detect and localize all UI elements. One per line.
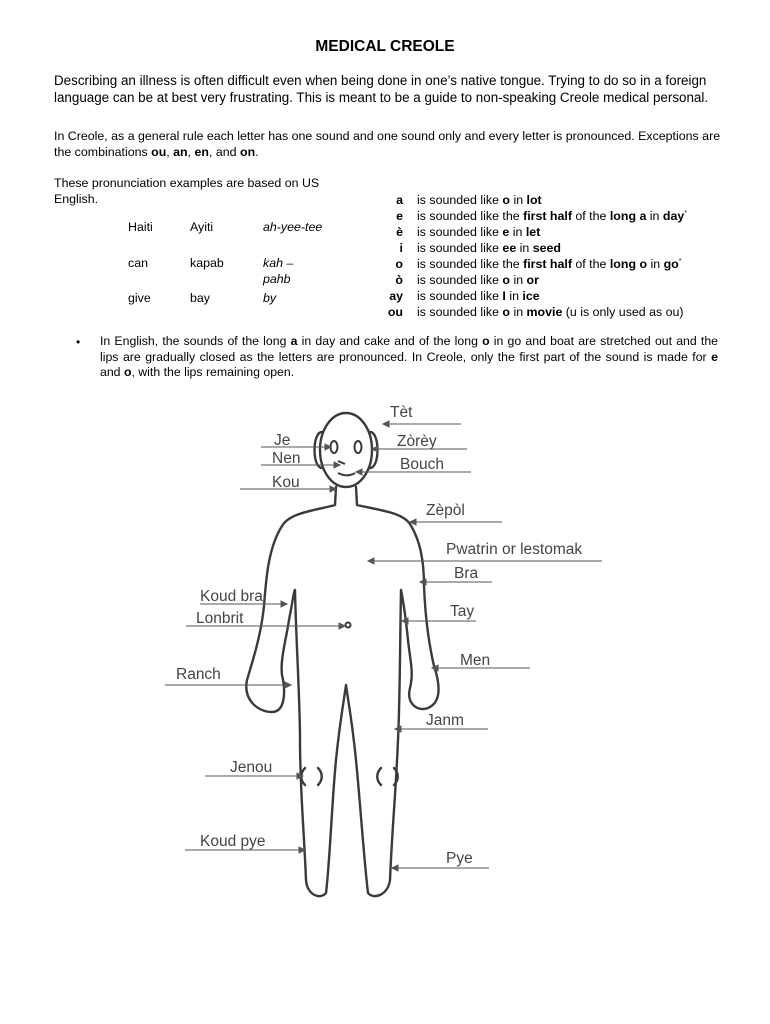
letter-sound-keyword: first half (523, 257, 572, 271)
letter-sound-letter: i (399, 241, 403, 255)
pointer-arrowhead (281, 601, 287, 607)
label-tay: Tay (450, 603, 475, 620)
letter-sound-keyword: o (502, 305, 510, 319)
rule-sep: , and (208, 144, 240, 159)
letter-sound-text: is sounded like (417, 193, 503, 207)
body-parts-diagram (0, 390, 770, 910)
label-men: Men (460, 652, 491, 669)
example-pronunciation: ah-yee-tee (263, 220, 323, 234)
example-pronunciation: kah – pahb (263, 256, 294, 286)
label-nen: Nen (272, 450, 301, 467)
letter-sound-text: in (646, 209, 663, 223)
label-koud-bra: Koud bra (200, 588, 263, 605)
letter-sound-letter: o (395, 257, 403, 271)
body-outline (246, 487, 438, 896)
letter-sound-text: of the (571, 257, 610, 271)
letter-sound-text: in (647, 257, 664, 271)
example-creole: Ayiti (190, 220, 214, 234)
note-bold: a (290, 334, 298, 348)
example-english: can (128, 256, 148, 270)
footnote-asterisk: * (678, 257, 682, 265)
note-text: in day and cake and of the long (297, 334, 483, 348)
rule-end: . (255, 144, 259, 159)
label-tet: Tèt (390, 404, 413, 421)
nose (338, 461, 345, 464)
letter-sound-keyword: let (525, 225, 541, 239)
letter-sound-keyword: seed (532, 241, 561, 255)
pointer-arrowhead (392, 865, 398, 871)
note-bold: o (123, 365, 132, 379)
note-bold: o (482, 334, 490, 348)
letter-sound-text: is sounded like (417, 289, 503, 303)
note-text: , with the lips remaining open. (131, 365, 295, 379)
note-bold: e (711, 349, 718, 364)
right-knee-mark (377, 768, 381, 785)
left-knee-mark (318, 768, 322, 785)
pointer-arrowhead (285, 682, 291, 688)
label-janm: Janm (426, 712, 464, 729)
letter-sound-keyword: ee (502, 241, 517, 255)
letter-sound-letter: ay (389, 289, 403, 303)
right-eye (355, 441, 362, 453)
navel (346, 623, 351, 628)
letter-sound-keyword: I (502, 289, 506, 303)
letter-sound-letter: e (396, 209, 403, 223)
label-pye: Pye (446, 850, 473, 867)
letter-sound-keyword: o (502, 193, 510, 207)
letter-sound-description (417, 225, 540, 239)
letter-sound-description (417, 209, 687, 223)
label-koud-pye: Koud pye (200, 833, 266, 850)
letter-sound-letter: ò (395, 273, 403, 287)
letter-sound-description (417, 257, 681, 271)
letter-sound-text: is sounded like (417, 305, 503, 319)
pointer-arrowhead (356, 469, 362, 475)
label-ranch: Ranch (176, 666, 221, 683)
label-zepol: Zèpòl (426, 502, 465, 519)
letter-sound-letter: ou (387, 305, 403, 319)
letter-sound-keyword: e (502, 225, 510, 239)
letter-sound-letter: è (396, 225, 403, 239)
letter-sound-description (417, 273, 539, 287)
note-paragraph (100, 334, 718, 381)
letter-sound-text: in (505, 289, 523, 303)
letter-sound-keyword: long a (609, 209, 647, 223)
letter-sound-keyword: day (662, 209, 685, 223)
exception-on: on (240, 144, 256, 159)
letter-sound-keyword: go (663, 257, 679, 271)
letter-sound-description (417, 241, 561, 255)
footnote-asterisk: * (684, 209, 687, 217)
letter-sound-text: is sounded like (417, 273, 503, 287)
pointer-arrowhead (339, 623, 345, 629)
letter-sound-keyword: first half (523, 209, 572, 223)
rule-text: In Creole, as a general rule each letter has one sound and one sound only and every letter is pronounced. Exceptions are the combinations (54, 129, 721, 159)
label-zorey: Zòrèy (397, 433, 437, 450)
letter-sound-text: in (516, 241, 533, 255)
note-text: in go and boat are stretched out and the lips are gradually closed as the letters are pronounced. In Creole, only the first part of the sound is made for (100, 334, 719, 364)
example-english: Haiti (128, 220, 153, 234)
pointer-arrowhead (368, 558, 374, 564)
letter-sound-text: in (510, 193, 527, 207)
letter-sound-description (417, 289, 540, 303)
example-pronunciation: by (263, 291, 277, 305)
exception-an: an (173, 144, 188, 159)
examples-intro: These pronunciation examples are based on US English. (54, 176, 320, 206)
letter-sound-text: in (510, 273, 527, 287)
bullet-marker: • (76, 335, 81, 349)
letter-sound-text: in (509, 225, 526, 239)
exception-en: en (194, 144, 209, 159)
label-bouch: Bouch (400, 456, 444, 473)
letter-sound-text: is sounded like the (417, 209, 524, 223)
label-bra: Bra (454, 565, 479, 582)
page-title: MEDICAL CREOLE (315, 38, 455, 55)
intro-paragraph: Describing an illness is often difficult even when being done in one’s native tongue. Trying to do so in a foreign language can be at best very frustrating. This is meant to be a guide to non-speaking Creole medical personal. (54, 73, 709, 105)
letter-sound-keyword: o (502, 273, 510, 287)
example-english: give (128, 291, 151, 305)
label-lonbrit: Lonbrit (196, 610, 244, 627)
pronunciation-rule (54, 129, 724, 160)
label-jenou: Jenou (230, 759, 273, 776)
letter-sound-keyword: ice (522, 289, 540, 303)
example-creole: bay (190, 291, 210, 305)
mouth (338, 473, 355, 475)
letter-sound-keyword: long o (609, 257, 648, 271)
letter-sound-text: is sounded like the (417, 257, 524, 271)
example-creole: kapab (190, 256, 224, 270)
letter-sound-keyword: movie (526, 305, 563, 319)
rule-sep: , (166, 144, 174, 159)
label-pwatrin: Pwatrin or lestomak (446, 541, 583, 558)
pointer-arrowhead (334, 462, 340, 468)
label-je: Je (274, 432, 291, 449)
rule-sep: , (187, 144, 195, 159)
letter-sound-text: in (510, 305, 527, 319)
exception-ou: ou (151, 144, 167, 159)
note-text: and (100, 365, 124, 379)
letter-sound-description (417, 305, 684, 319)
letter-sound-text: is sounded like (417, 225, 503, 239)
label-kou: Kou (272, 474, 300, 491)
letter-sound-text: (u is only used as ou) (562, 305, 684, 319)
pointer-arrowhead (383, 421, 389, 427)
letter-sound-description (417, 193, 542, 207)
letter-sound-text: is sounded like (417, 241, 503, 255)
letter-sound-text: of the (571, 209, 610, 223)
letter-sound-keyword: or (526, 273, 539, 287)
note-text: In English, the sounds of the long (100, 334, 291, 348)
letter-sound-letter: a (396, 193, 403, 207)
letter-sound-keyword: lot (526, 193, 542, 207)
